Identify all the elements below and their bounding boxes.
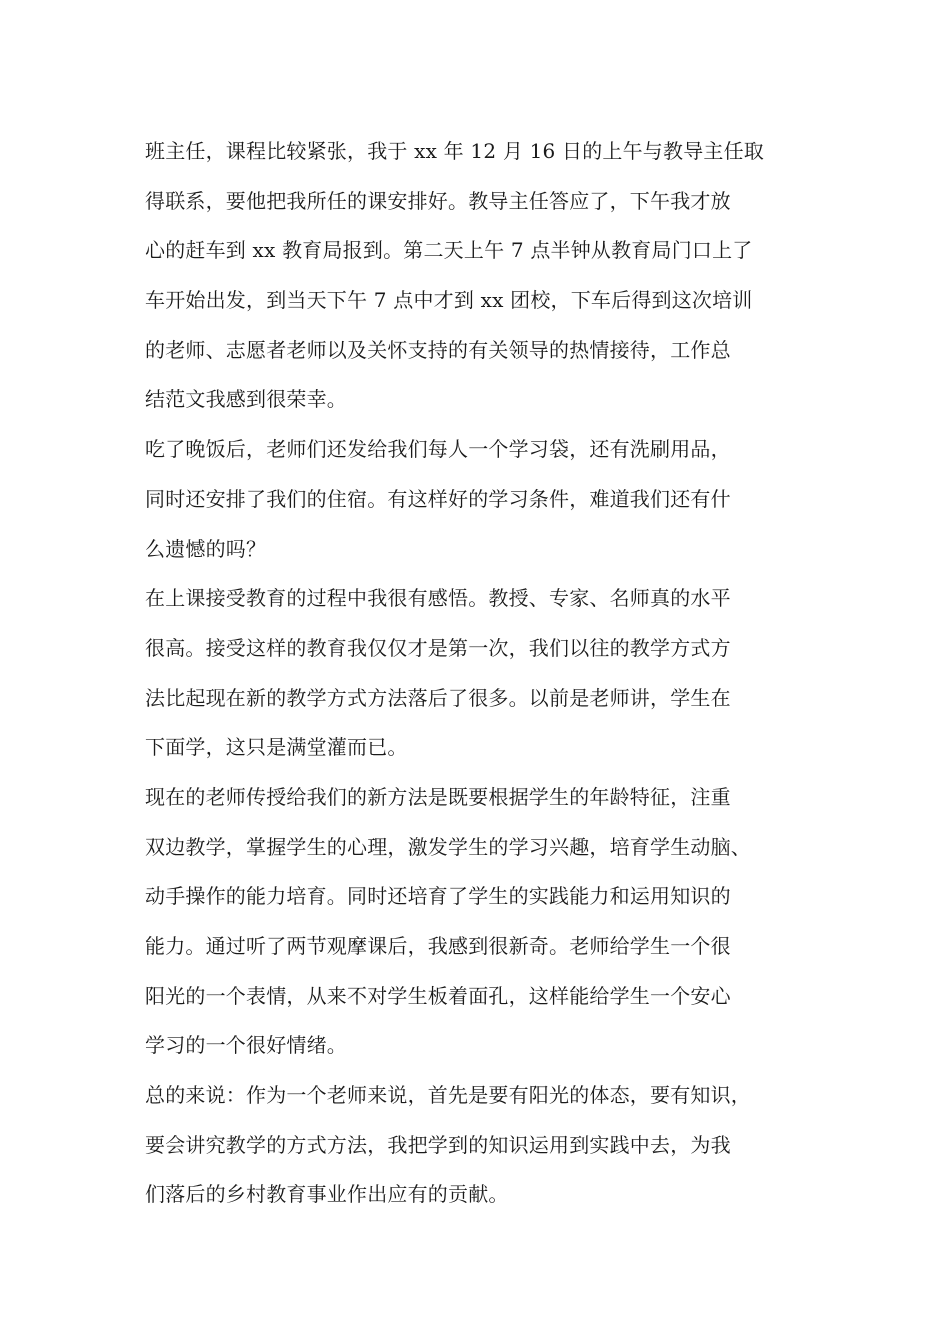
text-line: 车开始出发，到当天下午 7 点中才到 xx 团校，下车后得到这次培训	[145, 288, 753, 313]
text-line: 阳光的一个表情，从来不对学生板着面孔，这样能给学生一个安心	[145, 983, 731, 1008]
text-line: 现在的老师传授给我们的新方法是既要根据学生的年龄特征，注重	[145, 784, 731, 809]
text-line: 结范文我感到很荣幸。	[145, 387, 347, 412]
text-line: 要会讲究教学的方式方法，我把学到的知识运用到实践中去，为我	[145, 1132, 731, 1157]
text-line: 法比起现在新的教学方式方法落后了很多。以前是老师讲，学生在	[145, 685, 731, 710]
text-line: 在上课接受教育的过程中我很有感悟。教授、专家、名师真的水平	[145, 586, 731, 611]
text-line: 很高。接受这样的教育我仅仅才是第一次，我们以往的教学方式方	[145, 635, 731, 660]
text-line: 同时还安排了我们的住宿。有这样好的学习条件，难道我们还有什	[145, 486, 731, 511]
text-line: 班主任，课程比较紧张，我于 xx 年 12 月 16 日的上午与教导主任取	[145, 139, 765, 163]
text-line: 得联系，要他把我所任的课安排好。教导主任答应了，下午我才放	[145, 188, 731, 213]
text-line: 们落后的乡村教育事业作出应有的贡献。	[145, 1182, 509, 1207]
text-line: 吃了晚饭后，老师们还发给我们每人一个学习袋，还有洗刷用品，	[145, 437, 731, 462]
text-line: 能力。通过听了两节观摩课后，我感到很新奇。老师给学生一个很	[145, 934, 731, 958]
text-line: 的老师、志愿者老师以及关怀支持的有关领导的热情接待，工作总	[145, 337, 731, 362]
text-line: 总的来说：作为一个老师来说，首先是要有阳光的体态，要有知识，	[145, 1083, 751, 1108]
text-line: 双边教学，掌握学生的心理，激发学生的学习兴趣，培育学生动脑、	[145, 834, 751, 859]
text-line: 下面学，这只是满堂灌而已。	[145, 735, 408, 760]
text-line: 心的赶车到 xx 教育局报到。第二天上午 7 点半钟从教育局门口上了	[145, 238, 753, 263]
text-line: 么遗憾的吗？	[145, 536, 267, 561]
text-line: 动手操作的能力培育。同时还培育了学生的实践能力和运用知识的	[145, 884, 731, 909]
document-body	[145, 127, 810, 1220]
text-line: 学习的一个很好情绪。	[145, 1033, 347, 1058]
